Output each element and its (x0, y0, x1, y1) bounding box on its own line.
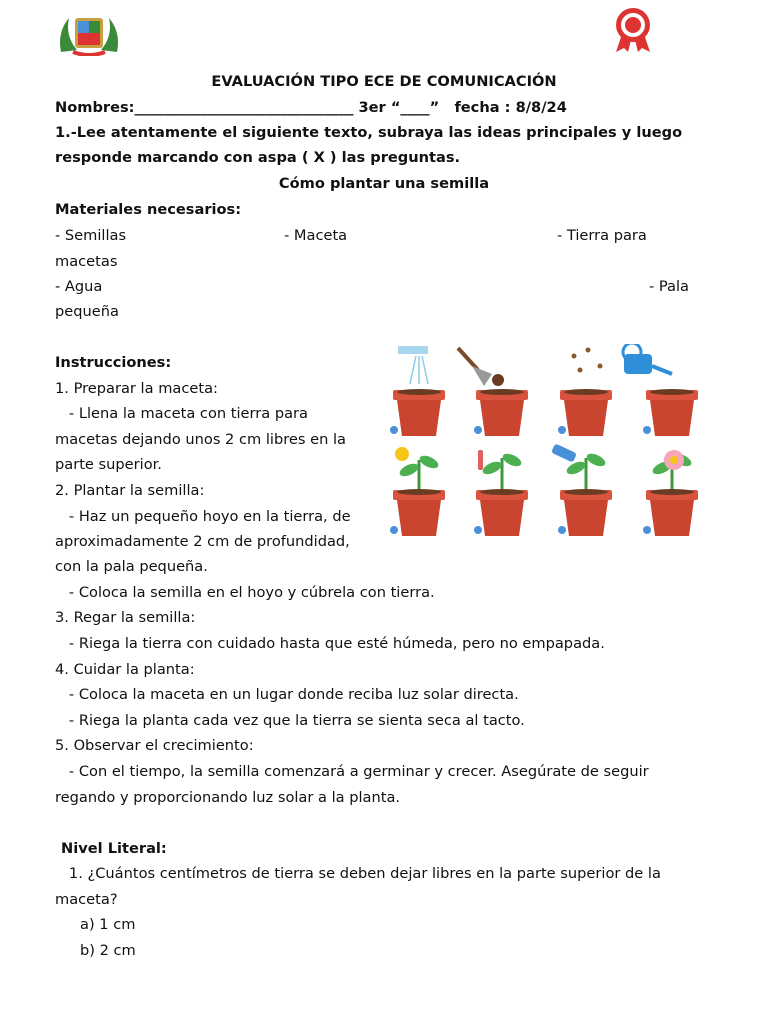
answer-option-a[interactable]: a) 1 cm (80, 916, 136, 933)
material-item: - Semillas (55, 227, 127, 244)
instruction-line-1: 1.-Lee atentamente el siguiente texto, subraya las ideas principales y luego (55, 124, 683, 141)
text-title: Cómo plantar una semilla (278, 175, 490, 192)
step-line: - Riega la planta cada vez que la tierra se sienta seca al tacto. (55, 712, 525, 729)
question-line: maceta? (55, 891, 118, 908)
planting-steps-illustration (386, 344, 706, 544)
step-line: - Coloca la semilla en el hoyo y cúbrela con tierra. (55, 584, 435, 601)
literal-level-heading: Nivel Literal: (61, 840, 167, 857)
step-line: 5. Observar el crecimiento: (55, 737, 254, 754)
step-line: macetas dejando unos 2 cm libres en la (55, 431, 346, 448)
step-line: con la pala pequeña. (55, 558, 208, 575)
document-title: EVALUACIÓN TIPO ECE DE COMUNICACIÓN (211, 73, 557, 90)
step-line: - Coloca la maceta en un lugar donde reciba luz solar directa. (55, 686, 519, 703)
material-item: pequeña (55, 303, 119, 320)
step-line: parte superior. (55, 456, 162, 473)
rosette-logo (602, 8, 664, 52)
faucet-icon (398, 346, 428, 354)
material-item: - Tierra para (557, 227, 647, 244)
material-item: - Pala (649, 278, 689, 295)
material-item: - Maceta (284, 227, 348, 244)
step-line: 2. Plantar la semilla: (55, 482, 205, 499)
instructions-heading: Instrucciones: (55, 354, 172, 371)
answer-option-b[interactable]: b) 2 cm (80, 942, 136, 959)
material-item: - Agua (55, 278, 103, 295)
step-line: aproximadamente 2 cm de profundidad, (55, 533, 350, 550)
name-date-line: Nombres:______________________________ 3er “____” fecha : 8/8/24 (55, 99, 567, 116)
question-line: 1. ¿Cuántos centímetros de tierra se deben dejar libres en la parte superior de la (55, 865, 661, 882)
step-line: regando y proporcionando luz solar a la planta. (55, 789, 401, 806)
material-item: macetas (55, 253, 118, 270)
instruction-line-2: responde marcando con aspa ( X ) las preguntas. (55, 149, 461, 166)
step-line: 3. Regar la semilla: (55, 609, 196, 626)
step-line: 4. Cuidar la planta: (55, 661, 195, 678)
materials-heading: Materiales necesarios: (55, 201, 242, 218)
step-line: - Llena la maceta con tierra para (55, 405, 308, 422)
step-line: - Riega la tierra con cuidado hasta que esté húmeda, pero no empapada. (55, 635, 605, 652)
step-line: - Con el tiempo, la semilla comenzará a germinar y crecer. Asegúrate de seguir (55, 763, 649, 780)
step-line: 1. Preparar la maceta: (55, 380, 218, 397)
coat-of-arms-logo (55, 12, 123, 56)
step-line: - Haz un pequeño hoyo en la tierra, de (55, 508, 351, 525)
